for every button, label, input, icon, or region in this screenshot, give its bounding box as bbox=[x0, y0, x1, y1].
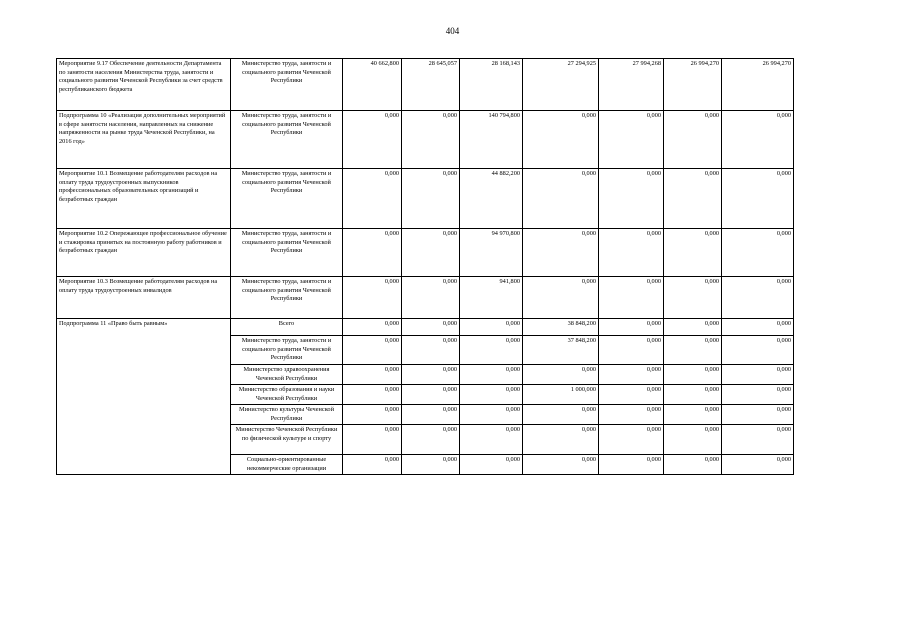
value-cell: 0,000 bbox=[343, 365, 402, 385]
value-cell: 0,000 bbox=[599, 405, 664, 425]
table-row bbox=[57, 277, 794, 319]
value-cell: 0,000 bbox=[460, 425, 523, 455]
value-cell: 0,000 bbox=[343, 336, 402, 365]
value-cell: 0,000 bbox=[402, 425, 460, 455]
value-cell: 0,000 bbox=[523, 111, 599, 169]
value-cell: 0,000 bbox=[599, 455, 664, 475]
value-cell: 37 848,200 bbox=[523, 336, 599, 365]
budget-table bbox=[56, 58, 794, 475]
row-responsible: Министерство труда, занятости и социального развития Чеченской Республики bbox=[231, 336, 343, 365]
value-cell: 0,000 bbox=[664, 385, 722, 405]
value-cell: 26 994,270 bbox=[722, 59, 794, 111]
value-cell: 0,000 bbox=[343, 319, 402, 336]
value-cell: 0,000 bbox=[664, 455, 722, 475]
value-cell: 0,000 bbox=[599, 425, 664, 455]
row-responsible: Министерство образования и науки Чеченской Республики bbox=[231, 385, 343, 405]
row-name: Мероприятие 9.17 Обеспечение деятельности Департамента по занятости населения Министерства труда, занятости и социального развития Чеченской Республики за счет средств республиканского бюджета bbox=[57, 59, 231, 111]
row-responsible: Министерство труда, занятости и социального развития Чеченской Республики bbox=[231, 59, 343, 111]
value-cell: 0,000 bbox=[460, 319, 523, 336]
value-cell: 0,000 bbox=[722, 336, 794, 365]
value-cell: 0,000 bbox=[460, 336, 523, 365]
value-cell: 0,000 bbox=[460, 455, 523, 475]
table-row bbox=[57, 229, 794, 277]
value-cell: 0,000 bbox=[664, 425, 722, 455]
row-responsible: Министерство культуры Чеченской Республики bbox=[231, 405, 343, 425]
row-name: Мероприятие 10.2 Опережающее профессиональное обучение и стажировка принятых на постоянную работу работников и безработных граждан bbox=[57, 229, 231, 277]
value-cell: 0,000 bbox=[664, 229, 722, 277]
value-cell: 0,000 bbox=[343, 405, 402, 425]
value-cell: 0,000 bbox=[599, 319, 664, 336]
value-cell: 0,000 bbox=[402, 365, 460, 385]
value-cell: 0,000 bbox=[722, 455, 794, 475]
value-cell: 0,000 bbox=[722, 111, 794, 169]
value-cell: 40 662,800 bbox=[343, 59, 402, 111]
value-cell: 0,000 bbox=[722, 365, 794, 385]
value-cell: 0,000 bbox=[599, 111, 664, 169]
value-cell: 27 294,925 bbox=[523, 59, 599, 111]
value-cell: 38 848,200 bbox=[523, 319, 599, 336]
value-cell: 0,000 bbox=[722, 425, 794, 455]
value-cell: 0,000 bbox=[523, 277, 599, 319]
value-cell: 26 994,270 bbox=[664, 59, 722, 111]
value-cell: 0,000 bbox=[343, 169, 402, 229]
row-responsible: Министерство труда, занятости и социального развития Чеченской Республики bbox=[231, 111, 343, 169]
value-cell: 0,000 bbox=[402, 336, 460, 365]
row-name: Подпрограмма 10 «Реализация дополнительных мероприятий в сфере занятости населения, направленных на снижение напряженности на рынке труда Чеченской Республики, на 2016 год» bbox=[57, 111, 231, 169]
value-cell: 0,000 bbox=[343, 277, 402, 319]
value-cell: 0,000 bbox=[599, 336, 664, 365]
value-cell: 27 994,268 bbox=[599, 59, 664, 111]
row-responsible: Социально-ориентированные некоммерческие организации bbox=[231, 455, 343, 475]
value-cell: 941,800 bbox=[460, 277, 523, 319]
value-cell: 0,000 bbox=[722, 319, 794, 336]
value-cell: 0,000 bbox=[664, 405, 722, 425]
value-cell: 44 882,200 bbox=[460, 169, 523, 229]
value-cell: 140 794,800 bbox=[460, 111, 523, 169]
value-cell: 0,000 bbox=[722, 169, 794, 229]
row-name: Мероприятие 10.3 Возмещение работодателям расходов на оплату труда трудоустроенных инвалидов bbox=[57, 277, 231, 319]
value-cell: 0,000 bbox=[722, 277, 794, 319]
table-row bbox=[57, 111, 794, 169]
value-cell: 0,000 bbox=[664, 169, 722, 229]
value-cell: 0,000 bbox=[343, 385, 402, 405]
value-cell: 0,000 bbox=[599, 229, 664, 277]
value-cell: 0,000 bbox=[523, 169, 599, 229]
value-cell: 0,000 bbox=[664, 336, 722, 365]
value-cell: 0,000 bbox=[343, 425, 402, 455]
value-cell: 0,000 bbox=[599, 385, 664, 405]
row-responsible: Всего bbox=[231, 319, 343, 336]
value-cell: 0,000 bbox=[402, 385, 460, 405]
value-cell: 0,000 bbox=[722, 229, 794, 277]
value-cell: 0,000 bbox=[343, 111, 402, 169]
value-cell: 0,000 bbox=[523, 229, 599, 277]
value-cell: 0,000 bbox=[402, 405, 460, 425]
value-cell: 0,000 bbox=[599, 169, 664, 229]
value-cell: 0,000 bbox=[343, 229, 402, 277]
value-cell: 0,000 bbox=[523, 425, 599, 455]
value-cell: 0,000 bbox=[460, 385, 523, 405]
page-number: 404 bbox=[445, 26, 460, 36]
value-cell: 0,000 bbox=[523, 365, 599, 385]
value-cell: 0,000 bbox=[664, 319, 722, 336]
table-row bbox=[57, 59, 794, 111]
value-cell: 0,000 bbox=[664, 111, 722, 169]
value-cell: 0,000 bbox=[599, 277, 664, 319]
row-responsible: Министерство труда, занятости и социального развития Чеченской Республики bbox=[231, 229, 343, 277]
value-cell: 0,000 bbox=[722, 405, 794, 425]
value-cell: 0,000 bbox=[402, 229, 460, 277]
table-row bbox=[57, 169, 794, 229]
subprogram-11-name: Подпрограмма 11 «Право быть равным» bbox=[57, 319, 231, 475]
value-cell: 0,000 bbox=[523, 405, 599, 425]
value-cell: 0,000 bbox=[402, 319, 460, 336]
value-cell: 0,000 bbox=[664, 365, 722, 385]
value-cell: 0,000 bbox=[599, 365, 664, 385]
row-responsible: Министерство Чеченской Республики по физической культуре и спорту bbox=[231, 425, 343, 455]
value-cell: 1 000,000 bbox=[523, 385, 599, 405]
value-cell: 0,000 bbox=[343, 455, 402, 475]
value-cell: 0,000 bbox=[402, 169, 460, 229]
value-cell: 0,000 bbox=[402, 111, 460, 169]
value-cell: 0,000 bbox=[523, 455, 599, 475]
row-name: Мероприятие 10.1 Возмещение работодателям расходов на оплату труда трудоустроенных выпускников профессиональных образовательных организаций и безработных граждан bbox=[57, 169, 231, 229]
table-body bbox=[57, 59, 794, 475]
row-responsible: Министерство труда, занятости и социального развития Чеченской Республики bbox=[231, 277, 343, 319]
row-responsible: Министерство труда, занятости и социального развития Чеченской Республики bbox=[231, 169, 343, 229]
table-row bbox=[57, 319, 794, 336]
value-cell: 28 168,143 bbox=[460, 59, 523, 111]
value-cell: 0,000 bbox=[664, 277, 722, 319]
value-cell: 28 645,057 bbox=[402, 59, 460, 111]
value-cell: 0,000 bbox=[460, 365, 523, 385]
value-cell: 94 970,800 bbox=[460, 229, 523, 277]
value-cell: 0,000 bbox=[402, 277, 460, 319]
value-cell: 0,000 bbox=[722, 385, 794, 405]
value-cell: 0,000 bbox=[460, 405, 523, 425]
value-cell: 0,000 bbox=[402, 455, 460, 475]
row-responsible: Министерство здравоохранения Чеченской Республики bbox=[231, 365, 343, 385]
